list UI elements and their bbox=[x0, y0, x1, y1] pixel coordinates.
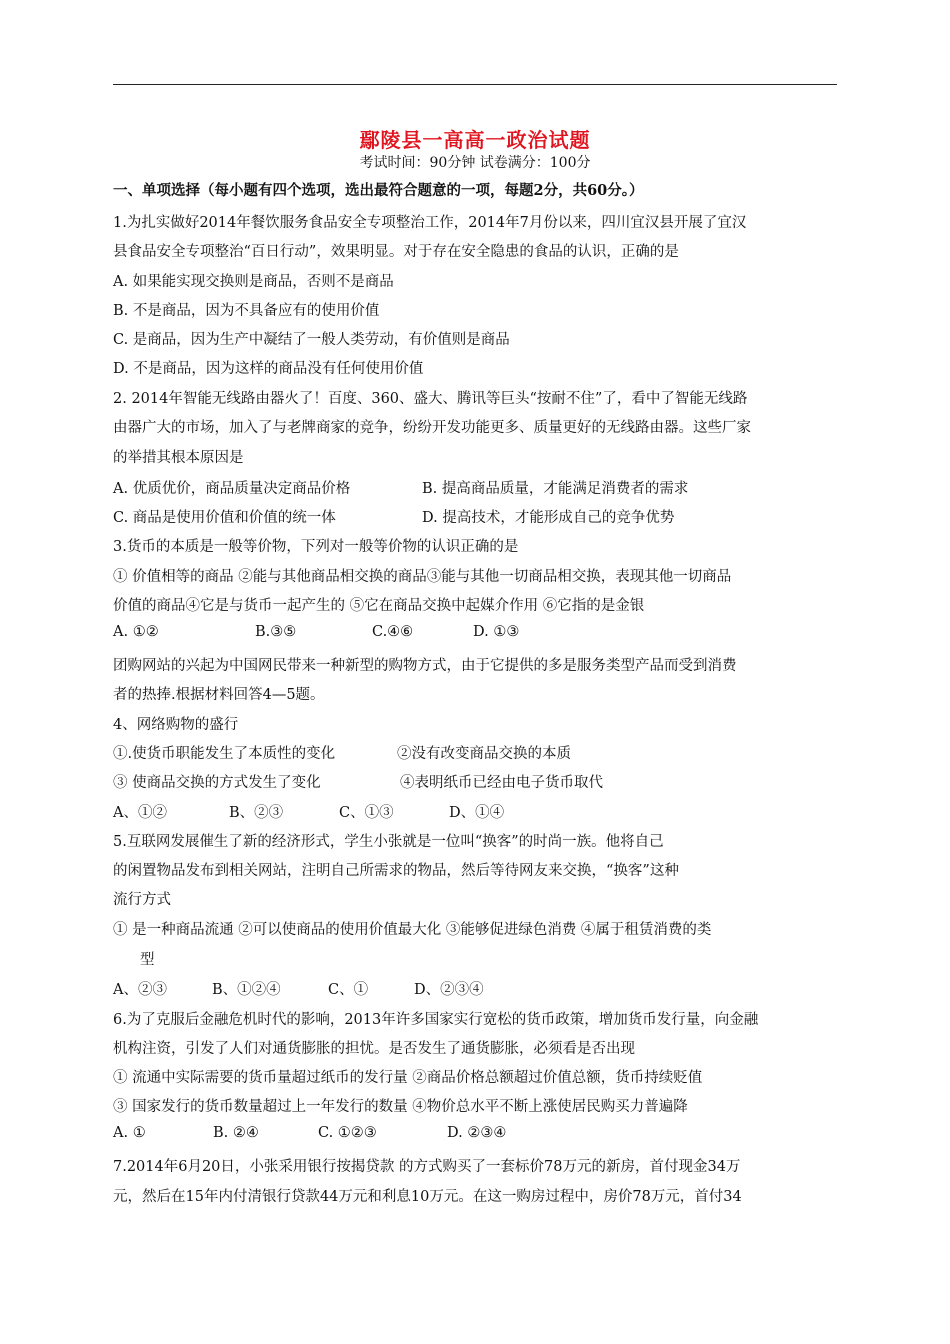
exam-title: 鄢陵县一高高一政治试题 bbox=[359, 128, 591, 152]
q3-line-3: 价值的商品④它是与货币一起产生的 ⑤它在商品交换中起媒介作用 ⑥它指的是金银 bbox=[113, 598, 645, 614]
q6-option-a: A. ① bbox=[113, 1125, 146, 1141]
section-heading: 一、单项选择（每小题有四个选项，选出最符合题意的一项，每题2分，共60分。） bbox=[113, 182, 644, 199]
q1-option-c: C. 是商品，因为生产中凝结了一般人类劳动，有价值则是商品 bbox=[113, 332, 510, 348]
q6-option-b: B. ②④ bbox=[213, 1125, 259, 1141]
q3-option-b: B.③⑤ bbox=[255, 624, 297, 640]
q2-option-c: C. 商品是使用价值和价值的统一体 bbox=[113, 510, 336, 526]
q2-option-d: D. 提高技术，才能形成自己的竞争优势 bbox=[422, 510, 675, 526]
q4-option-a: A、①② bbox=[113, 805, 167, 821]
q6-option-d: D. ②③④ bbox=[447, 1125, 507, 1141]
q5-option-a: A、②③ bbox=[113, 982, 167, 998]
q6-line-1: 6.为了克服后金融危机时代的影响，2013年许多国家实行宽松的货币政策，增加货币发行量，向金融 bbox=[113, 1012, 759, 1028]
q2-line-1: 2. 2014年智能无线路由器火了！百度、360、盛大、腾讯等巨头“按耐不住”了，看中了智能无线路 bbox=[113, 391, 748, 407]
q3-line-2: ① 价值相等的商品 ②能与其他商品相交换的商品③能与其他一切商品相交换，表现其他一切商品 bbox=[113, 569, 732, 585]
exam-subtitle: 考试时间：90分钟 试卷满分：100分 bbox=[359, 155, 591, 171]
q2-line-3: 的举措其根本原因是 bbox=[113, 450, 244, 466]
q6-line-4: ③ 国家发行的货币数量超过上一年发行的数量 ④物价总水平不断上涨使居民购买力普遍降 bbox=[113, 1099, 688, 1115]
q3-option-d: D. ①③ bbox=[473, 624, 520, 640]
material-line-2: 者的热捧.根据材料回答4—5题。 bbox=[113, 687, 325, 703]
q3-option-c: C.④⑥ bbox=[372, 624, 414, 640]
q1-line-2: 县食品安全专项整治“百日行动”，效果明显。对于存在安全隐患的食品的认识，正确的是 bbox=[113, 244, 679, 260]
q4-line-1: 4、网络购物的盛行 bbox=[113, 717, 239, 733]
q4-item-3: ③ 使商品交换的方式发生了变化 bbox=[113, 775, 321, 791]
q1-option-b: B. 不是商品，因为不具备应有的使用价值 bbox=[113, 303, 380, 319]
q1-option-d: D. 不是商品，因为这样的商品没有任何使用价值 bbox=[113, 361, 424, 377]
q6-line-3: ① 流通中实际需要的货币量超过纸币的发行量 ②商品价格总额超过价值总额，货币持续贬值 bbox=[113, 1070, 703, 1086]
q7-line-1: 7.2014年6月20日，小张采用银行按揭贷款 的方式购买了一套标价78万元的新房，首付现金34万 bbox=[113, 1159, 741, 1175]
q3-line-1: 3.货币的本质是一般等价物，下列对一般等价物的认识正确的是 bbox=[113, 539, 519, 555]
q5-line-2: 的闲置物品发布到相关网站，注明自己所需求的物品，然后等待网友来交换，“换客”这种 bbox=[113, 863, 679, 879]
q4-item-4: ④表明纸币已经由电子货币取代 bbox=[400, 775, 603, 791]
q1-line-1: 1.为扎实做好2014年餐饮服务食品安全专项整治工作，2014年7月份以来，四川宜汉县开展了宜汉 bbox=[113, 215, 747, 231]
q2-option-b: B. 提高商品质量，才能满足消费者的需求 bbox=[422, 481, 689, 497]
q5-line-1: 5.互联网发展催生了新的经济形式，学生小张就是一位叫“换客”的时尚一族。他将自己 bbox=[113, 834, 664, 850]
q5-line-5: 型 bbox=[140, 952, 155, 968]
q3-option-a: A. ①② bbox=[113, 624, 159, 640]
q7-line-2: 元，然后在15年内付清银行贷款44万元和利息10万元。在这一购房过程中，房价78万元，首付34 bbox=[113, 1189, 742, 1205]
q6-line-2: 机构注资，引发了人们对通货膨胀的担忧。是否发生了通货膨胀，必须看是否出现 bbox=[113, 1041, 635, 1057]
q5-option-d: D、②③④ bbox=[414, 982, 484, 998]
material-line-1: 团购网站的兴起为中国网民带来一种新型的购物方式，由于它提供的多是服务类型产品而受到消费 bbox=[113, 658, 737, 674]
q4-option-b: B、②③ bbox=[229, 805, 284, 821]
q4-item-2: ②没有改变商品交换的本质 bbox=[397, 746, 571, 762]
q4-option-d: D、①④ bbox=[449, 805, 505, 821]
q5-line-4: ① 是一种商品流通 ②可以使商品的使用价值最大化 ③能够促进绿色消费 ④属于租赁消费的类 bbox=[113, 922, 712, 938]
q4-option-c: C、①③ bbox=[339, 805, 394, 821]
q5-line-3: 流行方式 bbox=[113, 892, 171, 908]
q2-line-2: 由器广大的市场，加入了与老牌商家的竞争，纷纷开发功能更多、质量更好的无线路由器。这些厂家 bbox=[113, 420, 751, 436]
q2-option-a: A. 优质优价，商品质量决定商品价格 bbox=[113, 481, 351, 497]
q5-option-b: B、①②④ bbox=[212, 982, 281, 998]
q4-item-1: ①.使货币职能发生了本质性的变化 bbox=[113, 746, 336, 762]
q5-option-c: C、① bbox=[328, 982, 369, 998]
header-rule bbox=[113, 84, 837, 85]
q6-option-c: C. ①②③ bbox=[318, 1125, 377, 1141]
q1-option-a: A. 如果能实现交换则是商品，否则不是商品 bbox=[113, 274, 394, 290]
